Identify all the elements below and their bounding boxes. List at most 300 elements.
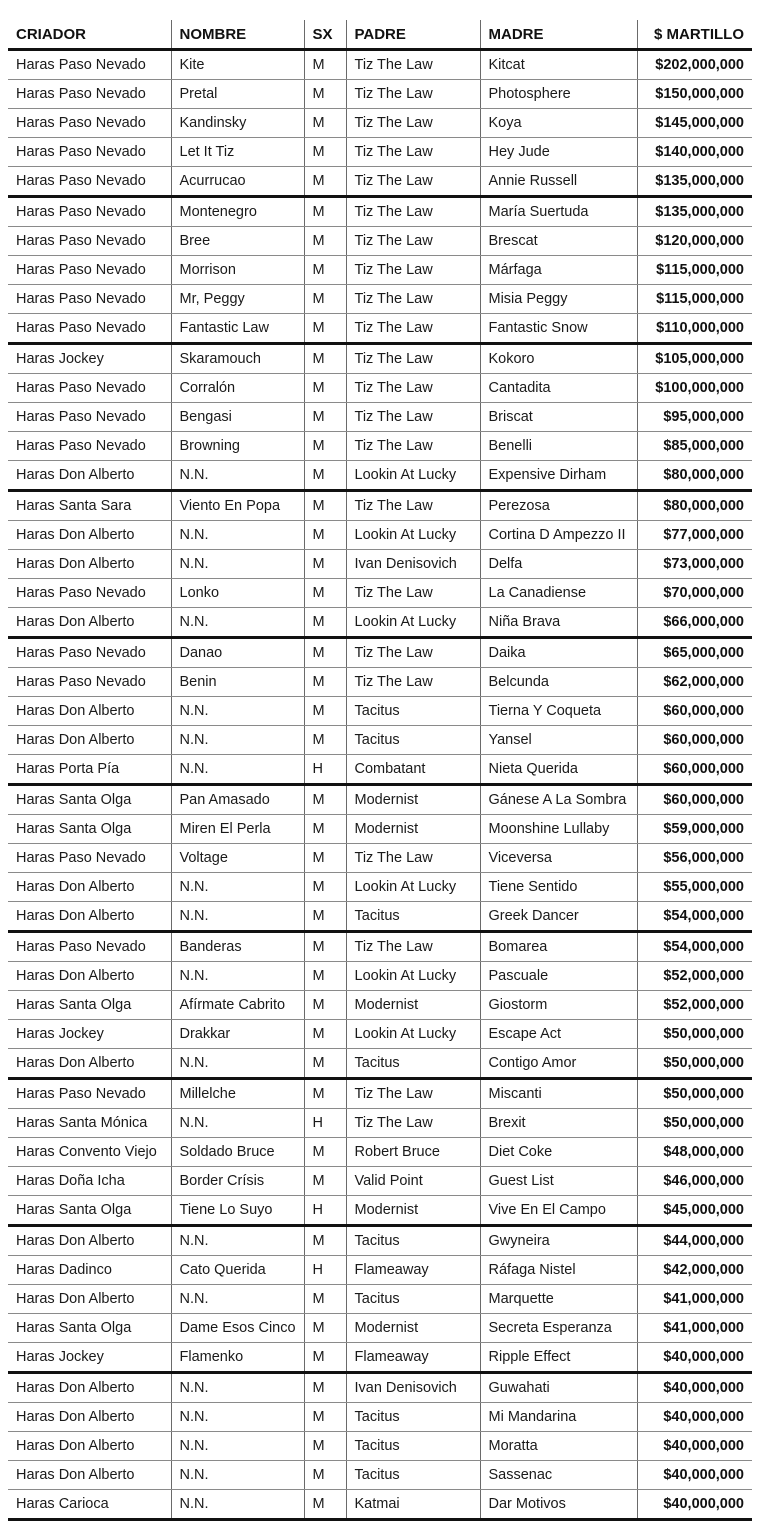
cell-madre: Kokoro [480,344,637,374]
cell-nombre: Corralón [171,374,304,403]
cell-nombre: N.N. [171,755,304,785]
cell-sx: M [304,109,346,138]
cell-madre: Tierna Y Coqueta [480,697,637,726]
cell-martillo: $80,000,000 [637,461,752,491]
cell-criador: Haras Paso Nevado [8,197,171,227]
cell-nombre: Drakkar [171,1020,304,1049]
cell-sx: M [304,285,346,314]
table-row [8,285,752,314]
cell-padre: Tacitus [346,726,480,755]
cell-nombre: Flamenko [171,1343,304,1373]
cell-martillo: $95,000,000 [637,403,752,432]
cell-sx: M [304,726,346,755]
cell-criador: Haras Santa Mónica [8,1109,171,1138]
cell-madre: Giostorm [480,991,637,1020]
cell-nombre: Voltage [171,844,304,873]
cell-madre: Vive En El Campo [480,1196,637,1226]
cell-criador: Haras Santa Olga [8,991,171,1020]
cell-madre: Bomarea [480,932,637,962]
table-row [8,844,752,873]
cell-madre: Greek Dancer [480,902,637,932]
cell-martillo: $40,000,000 [637,1403,752,1432]
cell-criador: Haras Paso Nevado [8,256,171,285]
cell-nombre: Bengasi [171,403,304,432]
cell-sx: M [304,902,346,932]
cell-nombre: Afírmate Cabrito [171,991,304,1020]
cell-padre: Modernist [346,991,480,1020]
cell-criador: Haras Porta Pía [8,755,171,785]
cell-madre: Delfa [480,550,637,579]
cell-sx: M [304,374,346,403]
cell-sx: M [304,1403,346,1432]
table-row [8,638,752,668]
cell-nombre: Pretal [171,80,304,109]
cell-martillo: $60,000,000 [637,697,752,726]
cell-madre: Miscanti [480,1079,637,1109]
cell-madre: Misia Peggy [480,285,637,314]
cell-padre: Robert Bruce [346,1138,480,1167]
cell-madre: Ripple Effect [480,1343,637,1373]
cell-madre: Expensive Dirham [480,461,637,491]
table-row [8,1109,752,1138]
table-row [8,697,752,726]
cell-madre: Escape Act [480,1020,637,1049]
cell-martillo: $60,000,000 [637,755,752,785]
table-row [8,1490,752,1520]
cell-madre: Marquette [480,1285,637,1314]
cell-sx: M [304,1461,346,1490]
cell-nombre: Lonko [171,579,304,608]
cell-martillo: $46,000,000 [637,1167,752,1196]
cell-sx: M [304,785,346,815]
cell-sx: H [304,1109,346,1138]
header-padre: PADRE [346,20,480,50]
cell-criador: Haras Paso Nevado [8,227,171,256]
table-row [8,197,752,227]
cell-martillo: $44,000,000 [637,1226,752,1256]
cell-madre: Brexit [480,1109,637,1138]
cell-sx: M [304,1343,346,1373]
cell-padre: Combatant [346,755,480,785]
cell-martillo: $60,000,000 [637,726,752,755]
table-row [8,962,752,991]
table-row [8,1403,752,1432]
cell-padre: Tiz The Law [346,491,480,521]
table-row [8,755,752,785]
cell-madre: Perezosa [480,491,637,521]
cell-padre: Tiz The Law [346,844,480,873]
cell-padre: Tacitus [346,1432,480,1461]
cell-sx: M [304,197,346,227]
table-row [8,815,752,844]
cell-padre: Lookin At Lucky [346,521,480,550]
cell-padre: Tacitus [346,1285,480,1314]
cell-nombre: Kandinsky [171,109,304,138]
cell-padre: Flameaway [346,1256,480,1285]
cell-nombre: N.N. [171,1285,304,1314]
cell-martillo: $65,000,000 [637,638,752,668]
cell-sx: M [304,432,346,461]
cell-madre: Gwyneira [480,1226,637,1256]
cell-padre: Tiz The Law [346,374,480,403]
cell-criador: Haras Dadinco [8,1256,171,1285]
cell-sx: M [304,403,346,432]
cell-madre: María Suertuda [480,197,637,227]
cell-criador: Haras Don Alberto [8,461,171,491]
cell-sx: M [304,873,346,902]
cell-sx: M [304,638,346,668]
cell-sx: M [304,1226,346,1256]
table-row [8,1343,752,1373]
cell-sx: M [304,579,346,608]
cell-padre: Tiz The Law [346,432,480,461]
cell-padre: Ivan Denisovich [346,1373,480,1403]
cell-criador: Haras Jockey [8,1020,171,1049]
cell-criador: Haras Don Alberto [8,962,171,991]
cell-padre: Lookin At Lucky [346,962,480,991]
cell-sx: M [304,550,346,579]
cell-nombre: N.N. [171,1461,304,1490]
table-row [8,80,752,109]
cell-criador: Haras Doña Icha [8,1167,171,1196]
table-row [8,1049,752,1079]
table-row [8,550,752,579]
cell-sx: M [304,138,346,167]
cell-madre: Secreta Esperanza [480,1314,637,1343]
cell-nombre: N.N. [171,1109,304,1138]
cell-padre: Tiz The Law [346,50,480,80]
cell-criador: Haras Paso Nevado [8,579,171,608]
cell-criador: Haras Paso Nevado [8,285,171,314]
cell-martillo: $60,000,000 [637,785,752,815]
cell-sx: M [304,1285,346,1314]
auction-results-table [8,20,752,1521]
cell-criador: Haras Santa Olga [8,785,171,815]
cell-martillo: $41,000,000 [637,1285,752,1314]
cell-nombre: N.N. [171,1226,304,1256]
cell-sx: M [304,1138,346,1167]
header-nombre: NOMBRE [171,20,304,50]
cell-madre: Diet Coke [480,1138,637,1167]
cell-criador: Haras Santa Sara [8,491,171,521]
cell-madre: La Canadiense [480,579,637,608]
header-criador: CRIADOR [8,20,171,50]
auction-results-table-container [8,20,752,1521]
cell-madre: Nieta Querida [480,755,637,785]
cell-criador: Haras Don Alberto [8,521,171,550]
cell-nombre: N.N. [171,461,304,491]
cell-martillo: $50,000,000 [637,1020,752,1049]
table-row [8,785,752,815]
cell-padre: Tacitus [346,902,480,932]
table-row [8,167,752,197]
cell-padre: Ivan Denisovich [346,550,480,579]
cell-martillo: $202,000,000 [637,50,752,80]
table-row [8,1226,752,1256]
table-row [8,1373,752,1403]
cell-padre: Flameaway [346,1343,480,1373]
cell-padre: Tiz The Law [346,579,480,608]
cell-padre: Tacitus [346,1049,480,1079]
cell-criador: Haras Santa Olga [8,815,171,844]
cell-nombre: N.N. [171,1049,304,1079]
cell-nombre: Let It Tiz [171,138,304,167]
table-row [8,1432,752,1461]
cell-criador: Haras Paso Nevado [8,932,171,962]
cell-nombre: N.N. [171,1432,304,1461]
cell-martillo: $50,000,000 [637,1049,752,1079]
cell-martillo: $110,000,000 [637,314,752,344]
cell-sx: M [304,1432,346,1461]
cell-nombre: Pan Amasado [171,785,304,815]
cell-madre: Benelli [480,432,637,461]
table-row [8,1079,752,1109]
cell-martillo: $105,000,000 [637,344,752,374]
table-row [8,403,752,432]
cell-sx: M [304,991,346,1020]
cell-nombre: Kite [171,50,304,80]
cell-padre: Lookin At Lucky [346,873,480,902]
cell-nombre: Morrison [171,256,304,285]
cell-padre: Tiz The Law [346,138,480,167]
cell-nombre: Dame Esos Cinco [171,1314,304,1343]
cell-martillo: $48,000,000 [637,1138,752,1167]
table-row [8,138,752,167]
table-body [8,50,752,1520]
table-row [8,902,752,932]
cell-sx: M [304,844,346,873]
table-row [8,344,752,374]
table-row [8,1314,752,1343]
cell-criador: Haras Don Alberto [8,1226,171,1256]
cell-martillo: $140,000,000 [637,138,752,167]
cell-criador: Haras Don Alberto [8,1049,171,1079]
cell-martillo: $120,000,000 [637,227,752,256]
table-row [8,50,752,80]
cell-criador: Haras Paso Nevado [8,167,171,197]
cell-padre: Valid Point [346,1167,480,1196]
cell-nombre: Fantastic Law [171,314,304,344]
cell-padre: Tacitus [346,697,480,726]
cell-madre: Kitcat [480,50,637,80]
cell-martillo: $100,000,000 [637,374,752,403]
cell-martillo: $45,000,000 [637,1196,752,1226]
cell-criador: Haras Don Alberto [8,726,171,755]
table-row [8,668,752,697]
cell-criador: Haras Don Alberto [8,1403,171,1432]
table-row [8,1167,752,1196]
cell-padre: Tiz The Law [346,638,480,668]
cell-martillo: $135,000,000 [637,197,752,227]
table-row [8,1138,752,1167]
cell-criador: Haras Convento Viejo [8,1138,171,1167]
cell-nombre: N.N. [171,902,304,932]
cell-padre: Tiz The Law [346,344,480,374]
cell-sx: M [304,1079,346,1109]
cell-sx: H [304,755,346,785]
cell-martillo: $59,000,000 [637,815,752,844]
cell-martillo: $73,000,000 [637,550,752,579]
cell-padre: Modernist [346,1196,480,1226]
cell-martillo: $41,000,000 [637,1314,752,1343]
cell-padre: Lookin At Lucky [346,1020,480,1049]
cell-madre: Fantastic Snow [480,314,637,344]
cell-madre: Tiene Sentido [480,873,637,902]
cell-criador: Haras Don Alberto [8,697,171,726]
cell-martillo: $115,000,000 [637,256,752,285]
cell-criador: Haras Don Alberto [8,1285,171,1314]
cell-martillo: $40,000,000 [637,1461,752,1490]
cell-martillo: $50,000,000 [637,1079,752,1109]
table-row [8,314,752,344]
cell-nombre: Benin [171,668,304,697]
table-row [8,491,752,521]
cell-martillo: $52,000,000 [637,962,752,991]
cell-madre: Cantadita [480,374,637,403]
cell-martillo: $85,000,000 [637,432,752,461]
cell-madre: Hey Jude [480,138,637,167]
table-row [8,1020,752,1049]
cell-sx: M [304,1314,346,1343]
table-row [8,1285,752,1314]
cell-madre: Moratta [480,1432,637,1461]
cell-criador: Haras Carioca [8,1490,171,1520]
cell-padre: Lookin At Lucky [346,461,480,491]
table-row [8,256,752,285]
cell-criador: Haras Paso Nevado [8,638,171,668]
cell-martillo: $62,000,000 [637,668,752,697]
cell-padre: Tiz The Law [346,932,480,962]
cell-madre: Pascuale [480,962,637,991]
cell-padre: Tiz The Law [346,80,480,109]
cell-sx: M [304,227,346,256]
table-row [8,608,752,638]
cell-sx: M [304,962,346,991]
cell-criador: Haras Don Alberto [8,608,171,638]
cell-sx: H [304,1256,346,1285]
table-row [8,521,752,550]
cell-martillo: $42,000,000 [637,1256,752,1285]
cell-madre: Brescat [480,227,637,256]
cell-criador: Haras Jockey [8,1343,171,1373]
cell-padre: Tacitus [346,1403,480,1432]
cell-madre: Koya [480,109,637,138]
cell-sx: M [304,344,346,374]
cell-madre: Márfaga [480,256,637,285]
cell-padre: Tacitus [346,1226,480,1256]
cell-nombre: N.N. [171,873,304,902]
cell-sx: M [304,50,346,80]
cell-padre: Modernist [346,1314,480,1343]
cell-madre: Annie Russell [480,167,637,197]
cell-padre: Tiz The Law [346,167,480,197]
table-row [8,726,752,755]
table-row [8,1256,752,1285]
cell-madre: Briscat [480,403,637,432]
table-row [8,461,752,491]
cell-padre: Modernist [346,785,480,815]
cell-martillo: $135,000,000 [637,167,752,197]
table-row [8,432,752,461]
cell-padre: Katmai [346,1490,480,1520]
header-martillo: $ MARTILLO [637,20,752,50]
cell-madre: Sassenac [480,1461,637,1490]
cell-padre: Tacitus [346,1461,480,1490]
cell-sx: M [304,815,346,844]
cell-madre: Guwahati [480,1373,637,1403]
cell-padre: Modernist [346,815,480,844]
cell-sx: M [304,461,346,491]
cell-padre: Lookin At Lucky [346,608,480,638]
cell-padre: Tiz The Law [346,197,480,227]
cell-sx: M [304,668,346,697]
cell-sx: M [304,80,346,109]
cell-madre: Daika [480,638,637,668]
cell-nombre: Montenegro [171,197,304,227]
cell-nombre: N.N. [171,1373,304,1403]
cell-sx: H [304,1196,346,1226]
cell-nombre: Miren El Perla [171,815,304,844]
cell-madre: Viceversa [480,844,637,873]
cell-martillo: $40,000,000 [637,1373,752,1403]
cell-nombre: N.N. [171,521,304,550]
cell-martillo: $40,000,000 [637,1432,752,1461]
cell-padre: Tiz The Law [346,285,480,314]
cell-criador: Haras Don Alberto [8,550,171,579]
cell-criador: Haras Paso Nevado [8,432,171,461]
cell-nombre: N.N. [171,1403,304,1432]
cell-criador: Haras Paso Nevado [8,50,171,80]
cell-criador: Haras Paso Nevado [8,1079,171,1109]
cell-padre: Tiz The Law [346,1109,480,1138]
cell-sx: M [304,491,346,521]
cell-sx: M [304,1490,346,1520]
table-row [8,873,752,902]
cell-sx: M [304,1167,346,1196]
cell-nombre: Banderas [171,932,304,962]
cell-nombre: Skaramouch [171,344,304,374]
cell-nombre: N.N. [171,608,304,638]
cell-criador: Haras Paso Nevado [8,668,171,697]
cell-sx: M [304,697,346,726]
cell-martillo: $50,000,000 [637,1109,752,1138]
cell-martillo: $40,000,000 [637,1343,752,1373]
cell-madre: Gánese A La Sombra [480,785,637,815]
cell-sx: M [304,1049,346,1079]
cell-madre: Guest List [480,1167,637,1196]
cell-nombre: N.N. [171,726,304,755]
cell-sx: M [304,1373,346,1403]
cell-sx: M [304,932,346,962]
cell-nombre: Tiene Lo Suyo [171,1196,304,1226]
cell-criador: Haras Jockey [8,344,171,374]
cell-nombre: Bree [171,227,304,256]
cell-padre: Tiz The Law [346,109,480,138]
cell-padre: Tiz The Law [346,668,480,697]
cell-padre: Tiz The Law [346,314,480,344]
cell-madre: Mi Mandarina [480,1403,637,1432]
cell-padre: Tiz The Law [346,403,480,432]
table-row [8,227,752,256]
table-row [8,1196,752,1226]
cell-martillo: $55,000,000 [637,873,752,902]
table-row [8,991,752,1020]
cell-criador: Haras Don Alberto [8,1373,171,1403]
cell-criador: Haras Don Alberto [8,1461,171,1490]
cell-madre: Moonshine Lullaby [480,815,637,844]
cell-nombre: Acurrucao [171,167,304,197]
cell-martillo: $56,000,000 [637,844,752,873]
